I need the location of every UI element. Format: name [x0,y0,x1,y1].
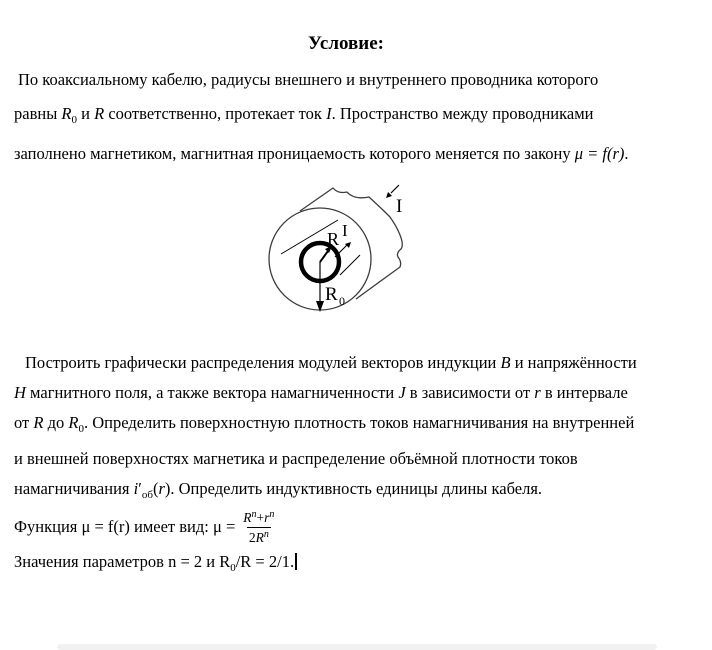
parameters-line [14,552,297,574]
text-run: и напряжённости [510,353,637,372]
text-line [14,378,669,408]
text-line [14,63,669,97]
text-run: По коаксиальному кабелю, радиусы внешнего и внутреннего проводника которого [18,70,599,89]
math-sup-n: n [263,528,269,540]
mu-function-line [14,504,276,550]
math-sup-n: n [251,508,257,520]
figure-label-i-outer: I [396,196,403,217]
math-num-2: 2 [248,529,256,545]
text-run: Функция μ = f(r) имеет вид: μ = [14,517,236,536]
fraction-numerator [241,508,276,527]
figure-label-r0-sub: 0 [339,294,345,308]
text-run: в интервале [540,383,628,402]
math-sub-ob: об [141,489,153,501]
text-run: /R = 2/1. [235,552,295,571]
text-run: . Определить поверхностную плотность токов намагничивания на внутренней [83,413,635,432]
math-var-J: J [398,383,406,402]
text-run: равны [14,104,62,123]
text-line [14,408,669,444]
figure-label-r0: R [325,284,338,305]
math-expr-mu: μ = f(r) [574,144,625,163]
text-run: соответственно, протекает ток [104,104,327,123]
text-run: Построить графически распределения модулей векторов индукции [25,353,501,372]
text-run: Значения параметров n = 2 и R [14,552,231,571]
figure-label-i-inner: I [342,221,348,240]
mu-fraction [241,508,276,546]
text-run: . Определить индуктивность единицы длины кабеля. [170,479,543,498]
math-var-R: R [255,529,264,545]
text-run: . Пространство между проводниками [331,104,594,123]
text-run: в зависимости от [405,383,535,402]
text-run: и внешней поверхностях магнетика и распределение объёмной плотности токов [14,449,578,468]
math-var-R: R [243,509,252,525]
math-var-H: H [14,383,26,402]
text-line [14,348,669,378]
text-run: от [14,413,34,432]
math-var-r: r [534,383,541,402]
math-sub-0: 0 [71,114,77,126]
math-var-R0: R [61,104,72,123]
math-var-R0: R [68,413,79,432]
text-run: . [624,144,629,163]
text-run: намагничивания [14,479,134,498]
math-var-r: r [158,479,165,498]
page-title: Условие: [308,33,384,54]
math-var-R: R [33,413,44,432]
text-line [14,137,669,171]
math-paren: ( [152,479,159,498]
text-run: до [43,413,69,432]
radius-r-arrow-line [320,251,328,262]
math-sup-n: n [269,508,275,520]
figure-label-r: R [327,229,340,249]
fraction-denominator [247,527,271,547]
text-run: заполнено магнетиком, магнитная проницаемость которого меняется по закону [14,144,575,163]
math-var-R: R [94,104,105,123]
text-line [14,97,669,137]
outer-current-arrow-line [391,185,399,193]
text-run: магнитного поля, а также вектора намагниченности [25,383,399,402]
math-var-r: r [264,509,270,525]
math-var-B: B [500,353,511,372]
math-paren: ) [164,479,171,498]
math-prime: ′ [138,479,142,498]
current-i-arrowhead [345,242,351,248]
horizontal-scrollbar[interactable] [57,644,657,650]
problem-statement-paragraph [14,63,669,171]
math-plus: + [256,509,265,525]
math-sub-0: 0 [230,562,236,574]
math-var-i: i [133,479,139,498]
text-line [14,444,669,474]
coaxial-cable-figure [250,175,420,325]
task-paragraph [14,348,669,510]
text-run: и [77,104,95,123]
axis-diagonal-line-2 [340,255,360,275]
text-cursor [295,553,297,570]
math-var-I: I [326,104,332,123]
math-sub-0: 0 [78,423,84,435]
